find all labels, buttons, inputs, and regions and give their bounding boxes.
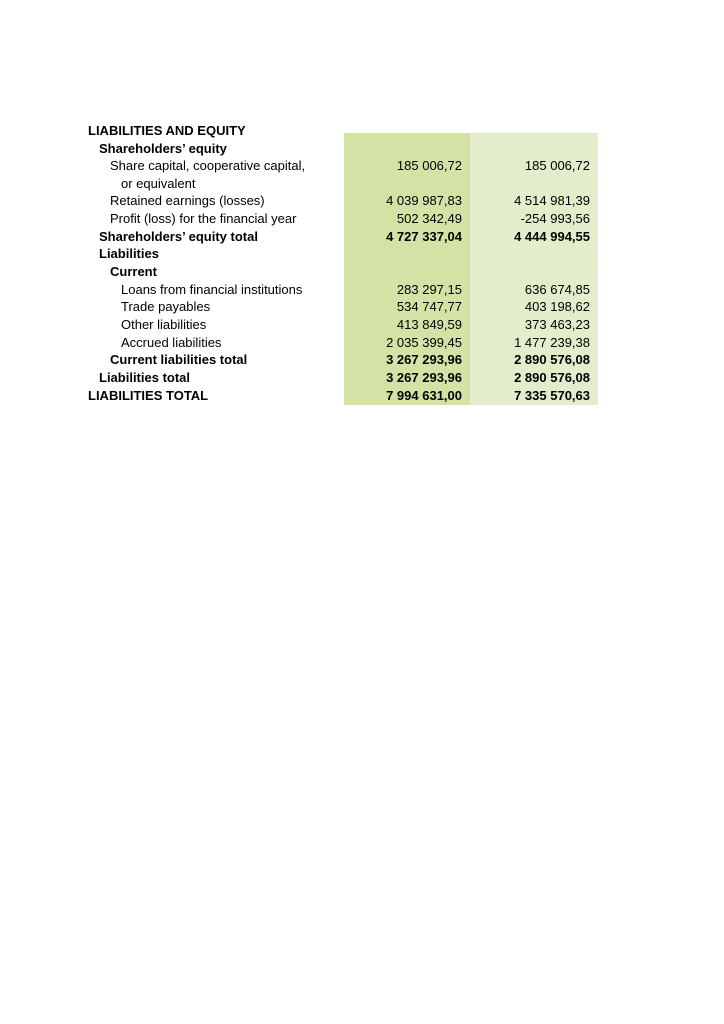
trade-payables-row <box>0 298 724 316</box>
grand-total-previous: 7 335 570,63 <box>514 388 590 403</box>
liabilities-row <box>0 245 724 263</box>
current-total-current: 3 267 293,96 <box>386 352 462 367</box>
trade-payables-current: 534 747,77 <box>396 299 462 314</box>
retained-earnings-current: 4 039 987,83 <box>386 193 462 208</box>
retained-earnings-label: Retained earnings (losses) <box>110 193 265 208</box>
loans-previous: 636 674,85 <box>524 282 590 297</box>
shareholders-equity-label: Shareholders’ equity <box>99 141 227 156</box>
liabilities-total-previous: 2 890 576,08 <box>514 370 590 385</box>
shareholders-equity-row <box>0 140 724 158</box>
share-capital-label: Share capital, cooperative capital, <box>110 158 306 173</box>
other-liabilities-current: 413 849,59 <box>396 317 462 332</box>
share-capital-previous: 185 006,72 <box>524 158 590 173</box>
section-heading: LIABILITIES AND EQUITY <box>88 123 246 138</box>
liabilities-total-label: Liabilities total <box>99 370 191 385</box>
accrued-liabilities-row <box>0 334 724 352</box>
liabilities-total-row <box>0 369 724 387</box>
profit-row <box>0 210 724 228</box>
retained-earnings-previous: 4 514 981,39 <box>514 193 590 208</box>
loans-label: Loans from financial institutions <box>121 282 303 297</box>
profit-previous: -254 993,56 <box>520 211 590 226</box>
loans-row <box>0 281 724 299</box>
equity-total-current: 4 727 337,04 <box>386 229 462 244</box>
equity-total-previous: 4 444 994,55 <box>514 229 590 244</box>
profit-label: Profit (loss) for the financial year <box>110 211 297 226</box>
grand-total-label: LIABILITIES TOTAL <box>88 388 209 403</box>
accrued-liabilities-previous: 1 477 239,38 <box>514 335 590 350</box>
grand-total-row <box>0 387 724 405</box>
equity-total-label: Shareholders’ equity total <box>99 229 258 244</box>
liabilities-total-current: 3 267 293,96 <box>386 370 462 385</box>
heading-row <box>0 122 724 140</box>
share-capital-label-cont: or equivalent <box>121 176 196 191</box>
share-capital-row <box>0 157 724 175</box>
share-capital-cont-row <box>0 175 724 193</box>
profit-current: 502 342,49 <box>396 211 462 226</box>
current-total-label: Current liabilities total <box>110 352 248 367</box>
current-row <box>0 263 724 281</box>
retained-earnings-row <box>0 192 724 210</box>
share-capital-current: 185 006,72 <box>396 158 462 173</box>
accrued-liabilities-label: Accrued liabilities <box>121 335 222 350</box>
current-total-row <box>0 351 724 369</box>
loans-current: 283 297,15 <box>396 282 462 297</box>
current-label: Current <box>110 264 157 279</box>
trade-payables-label: Trade payables <box>121 299 211 314</box>
other-liabilities-previous: 373 463,23 <box>524 317 590 332</box>
trade-payables-previous: 403 198,62 <box>524 299 590 314</box>
current-total-previous: 2 890 576,08 <box>514 352 590 367</box>
liabilities-label: Liabilities <box>99 246 159 261</box>
other-liabilities-label: Other liabilities <box>121 317 207 332</box>
accrued-liabilities-current: 2 035 399,45 <box>386 335 462 350</box>
equity-total-row <box>0 228 724 246</box>
other-liabilities-row <box>0 316 724 334</box>
grand-total-current: 7 994 631,00 <box>386 388 462 403</box>
